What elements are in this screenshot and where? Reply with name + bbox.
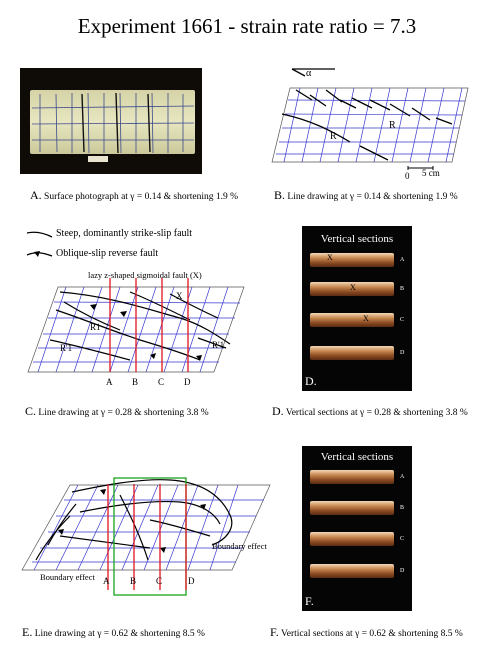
caption-e-text: Line drawing at γ = 0.62 & shortening 8.5 % <box>34 629 205 639</box>
caption-f-text: Vertical sections at γ = 0.62 & shortening 8.5 % <box>280 629 463 639</box>
caption-a-letter: A. <box>30 188 42 202</box>
caption-a-text: Surface photograph at γ = 0.14 & shortening 1.9 % <box>44 192 239 202</box>
f-panel-letter: F. <box>305 594 314 608</box>
d-row-label-d: D <box>400 350 405 356</box>
d-x-mark-2: X <box>350 283 356 292</box>
f-section-bar-a <box>310 470 394 484</box>
figure-title: Experiment 1661 - strain rate ratio = 7.3 <box>77 14 417 38</box>
caption-d-letter: D. <box>272 404 284 418</box>
c-section-label-b: B <box>132 377 139 387</box>
e-section-label-b: B <box>130 576 137 586</box>
caption-d-text: Vertical sections at γ = 0.28 & shortening 3.8 % <box>285 408 468 418</box>
d-x-mark-3: X <box>363 314 369 323</box>
caption-b-letter: B. <box>274 188 286 202</box>
f-row-label-d: D <box>400 568 405 574</box>
caption-b-text: Line drawing at γ = 0.14 & shortening 1.9 % <box>287 192 458 202</box>
f-row-label-c: C <box>400 536 405 542</box>
scale-length: 5 cm <box>422 168 440 178</box>
caption-c-text: Line drawing at γ = 0.28 & shortening 3.8 % <box>38 408 209 418</box>
b-r-label-left: R <box>330 131 337 142</box>
caption-e-letter: E. <box>22 625 33 639</box>
scale-zero: 0 <box>405 171 410 181</box>
f-section-bar-d <box>310 564 394 578</box>
d-row-label-a: A <box>400 257 405 263</box>
b-r-label-right: R <box>389 120 396 131</box>
c-section-label-d: D <box>184 377 191 387</box>
caption-f-letter: F. <box>270 625 279 639</box>
e-boundary-effect-right: Boundary effect <box>212 541 267 551</box>
e-section-label-a: A <box>103 576 110 586</box>
c-section-label-a: A <box>106 377 113 387</box>
legend-reverse: Oblique-slip reverse fault <box>56 248 159 259</box>
f-row-label-a: A <box>400 474 405 480</box>
c-r1-prime-left: R'1 <box>60 343 73 353</box>
caption-e <box>22 625 205 640</box>
sigmoidal-fault-label: lazy z-shaped sigmoidal fault (X) <box>88 270 202 280</box>
d-row-label-b: B <box>400 286 405 292</box>
caption-c-letter: C. <box>25 404 37 418</box>
c-r1-prime-right: R'1 <box>212 340 225 350</box>
alpha-label: α <box>306 68 312 79</box>
f-section-bar-c <box>310 532 394 546</box>
panel-f-sections <box>302 446 412 611</box>
d-row-label-c: C <box>400 317 405 323</box>
f-section-bar-b <box>310 501 394 515</box>
caption-f <box>270 625 463 640</box>
d-x-mark-1: X <box>327 253 333 262</box>
c-r1-label: R1 <box>90 322 101 332</box>
f-heading: Vertical sections <box>320 451 394 463</box>
d-panel-letter: D. <box>305 374 317 388</box>
f-row-label-b: B <box>400 505 405 511</box>
legend-strike-slip: Steep, dominantly strike-slip fault <box>56 228 193 239</box>
e-section-label-c: C <box>156 576 163 586</box>
c-section-label-c: C <box>158 377 165 387</box>
e-boundary-effect-left: Boundary effect <box>40 572 95 582</box>
e-section-label-d: D <box>188 576 195 586</box>
d-heading: Vertical sections <box>320 233 394 245</box>
c-x-label: X <box>176 291 183 301</box>
